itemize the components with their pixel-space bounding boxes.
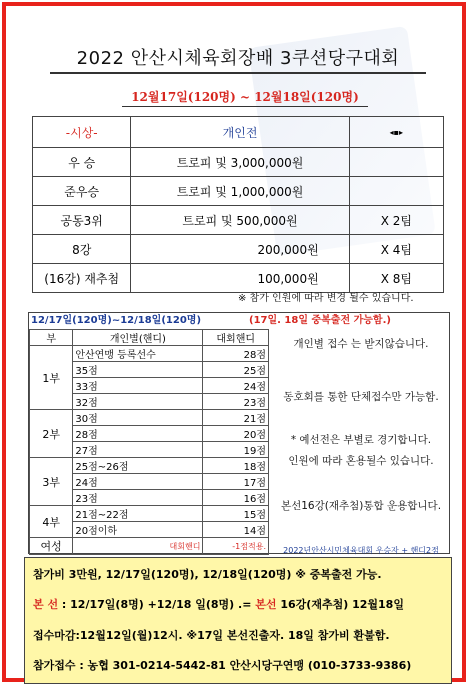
note-line: 동호회를 통한 단체접수만 가능함. (283, 391, 439, 403)
prize-row (33, 235, 444, 264)
contest-handicap-header: 대회핸디 (203, 330, 269, 346)
player-handicap: 24점 (73, 474, 203, 490)
registration-notes (275, 331, 447, 555)
player-handicap: 21점~22점 (73, 506, 203, 522)
player-handicap: 23점 (73, 490, 203, 506)
fee-line: 참가비 3만원, 12/17일(120명), 12/18일(120명) ※ 중복출전 가능. (33, 568, 382, 581)
change-note: ※ 참가 인원에 따라 변경 될수 있습니다. (238, 293, 414, 304)
title-underline (50, 38, 426, 74)
schedule-section (28, 312, 450, 554)
division-label: 2부 (30, 410, 73, 458)
player-handicap: 안산연맹 등록선수 (73, 346, 203, 362)
handicap-header: 개인별(핸디) (73, 330, 203, 346)
contest-handicap: 18점 (203, 458, 269, 474)
contest-handicap: 14점 (203, 522, 269, 538)
prize-header-label: -시상- (33, 117, 131, 148)
prize-count: X 2팀 (349, 206, 443, 235)
prize-value: 200,000원 (131, 235, 349, 264)
page-title: 2022 안산시체육회장배 3쿠션당구대회 (76, 48, 400, 69)
contest-handicap: 17점 (203, 474, 269, 490)
contest-handicap: -1점적용. (203, 538, 269, 555)
prize-count: X 4팀 (349, 235, 443, 264)
player-handicap: 30점 (73, 410, 203, 426)
player-handicap: 35점 (73, 362, 203, 378)
event-dates: 12월17일(120명) ~ 12월18일(120명) (122, 88, 368, 107)
note-line: * 예선전은 부별로 경기합니다. (290, 434, 432, 446)
contest-handicap: 15점 (203, 506, 269, 522)
player-handicap: 대회핸디 (73, 538, 203, 555)
prize-label: 준우승 (33, 177, 131, 206)
main-round-text-2: 16강(재추첨) 12월18일 (276, 598, 404, 611)
main-round-text: : 12/17일(8명) +12/18 일(8명) .= (58, 598, 256, 611)
prize-label: 우 승 (33, 148, 131, 177)
player-handicap: 28점 (73, 426, 203, 442)
contest-handicap: 20점 (203, 426, 269, 442)
player-handicap: 32점 (73, 394, 203, 410)
prize-count (349, 177, 443, 206)
table-row (30, 346, 269, 362)
contest-handicap: 16점 (203, 490, 269, 506)
prize-value: 트로피 및 1,000,000원 (131, 177, 349, 206)
division-label: 3부 (30, 458, 73, 506)
player-handicap: 33점 (73, 378, 203, 394)
prize-header-icon: ◂▪▸ (349, 117, 443, 148)
contest-handicap: 24점 (203, 378, 269, 394)
poster-content (12, 12, 456, 672)
schedule-dates: 12/17일(120명)~12/18일(120명) (31, 315, 202, 326)
note-line: 개인별 접수 는 받지않습니다. (293, 338, 429, 350)
table-row (30, 458, 269, 474)
prize-table (32, 116, 444, 293)
prize-value: 트로피 및 3,000,000원 (131, 148, 349, 177)
contest-handicap: 28점 (203, 346, 269, 362)
prize-header-row (33, 117, 444, 148)
schedule-duplicate-note: (17일. 18일 중복출전 가능함.) (249, 315, 391, 326)
table-row (30, 538, 269, 555)
player-handicap: 25점~26점 (73, 458, 203, 474)
note-line: 2022년안산시민체육대회 우승자 + 핸디2점 (283, 546, 439, 555)
note-line: 인원에 따라 혼용될수 있습니다. (288, 455, 434, 467)
table-row (30, 410, 269, 426)
prize-label: 8강 (33, 235, 131, 264)
deadline-line: 접수마감:12월12일(월)12시. ※17일 본선진출자. 18일 참가비 환불함. (33, 629, 390, 642)
main-round-label-2: 본선 (255, 598, 277, 611)
division-header-row (30, 330, 269, 346)
division-label: 여성 (30, 538, 73, 555)
poster-frame (2, 2, 466, 682)
prize-row (33, 206, 444, 235)
contest-handicap: 23점 (203, 394, 269, 410)
division-label: 4부 (30, 506, 73, 538)
prize-label: 공동3위 (33, 206, 131, 235)
player-handicap: 27점 (73, 442, 203, 458)
main-round-label: 본 선 (33, 598, 59, 611)
prize-count (349, 148, 443, 177)
prize-header-individual: 개인전 (131, 117, 349, 148)
contest-handicap: 25점 (203, 362, 269, 378)
prize-label: (16강) 재추첨 (33, 264, 131, 293)
prize-row (33, 148, 444, 177)
prize-count: X 8팀 (349, 264, 443, 293)
note-line: 본선16강(재추첨)통합 운용합니다. (280, 500, 442, 512)
prize-value: 100,000원 (131, 264, 349, 293)
player-handicap: 20점이하 (73, 522, 203, 538)
prize-row (33, 177, 444, 206)
contest-handicap: 21점 (203, 410, 269, 426)
prize-value: 트로피 및 500,000원 (131, 206, 349, 235)
table-row (30, 506, 269, 522)
bank-line: 참가접수 : 농협 301-0214-5442-81 안산시당구연맹 (010-3733-9386) (33, 659, 412, 672)
division-label: 1부 (30, 346, 73, 410)
main-round-line (33, 596, 404, 612)
contest-handicap: 19점 (203, 442, 269, 458)
division-table (29, 329, 269, 555)
schedule-header (29, 313, 449, 328)
division-header: 부 (30, 330, 73, 346)
footer-info (24, 557, 452, 684)
